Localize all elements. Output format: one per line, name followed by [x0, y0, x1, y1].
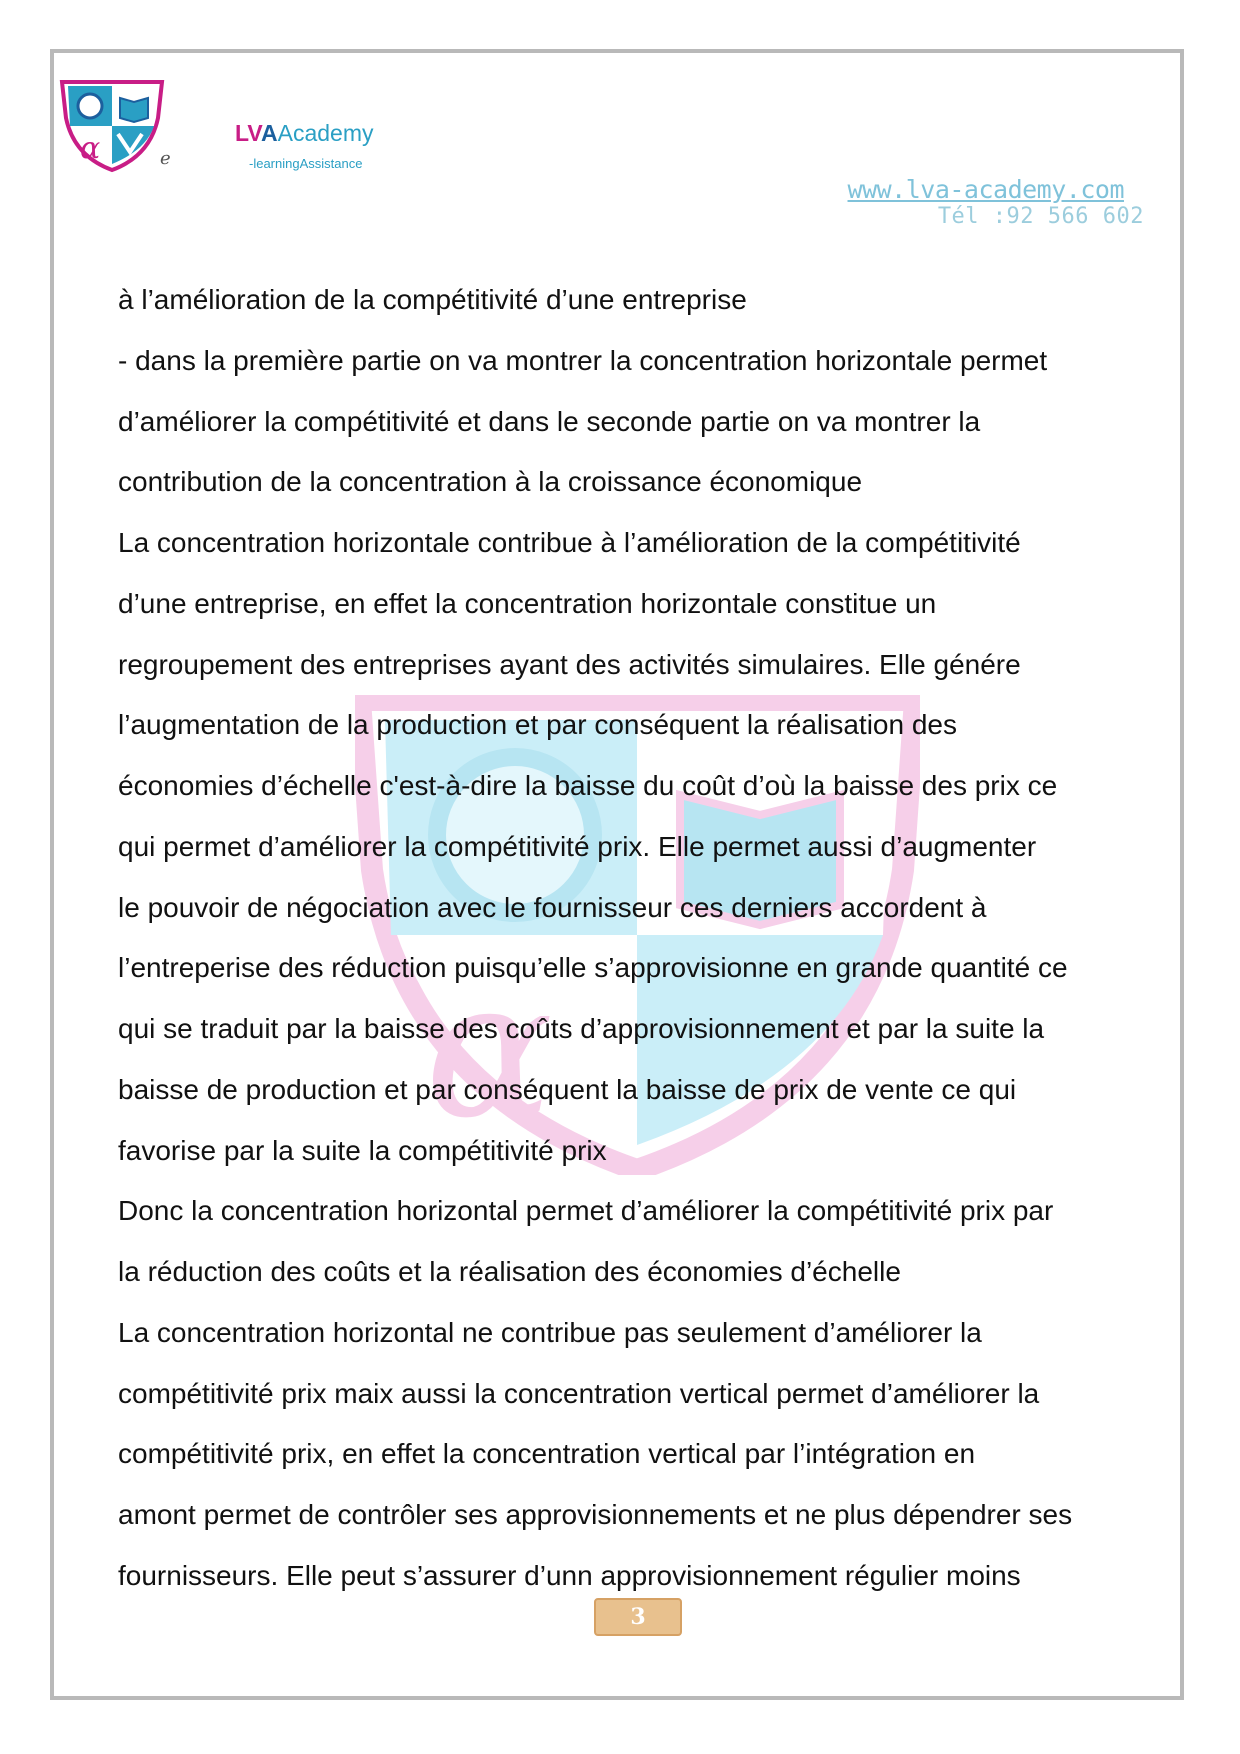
text-line: fournisseurs. Elle peut s’assurer d’unn approvisionnement régulier moins [118, 1559, 1021, 1591]
brand-part3: Academy [277, 120, 374, 146]
text-line: qui se traduit par la baisse des coûts d’approvisionnement et par la suite la [118, 1013, 1045, 1044]
text-line: d’une entreprise, en effet la concentration horizontale constitue un [118, 587, 937, 619]
lva-logo-icon [58, 78, 166, 173]
text-line: l’entreperise des réduction puisqu’elle s’approvisionne en grande quantité ce [118, 952, 1068, 984]
text-line: la réduction des coûts et la réalisation des économies d’échelle [118, 1256, 901, 1287]
text-line: contribution de la concentration à la croissance économique [118, 466, 863, 498]
text-line: qui permet d’améliorer la compétitivité prix. Elle permet aussi d’augmenter [118, 830, 1037, 862]
brand-tagline: -learningAssistance [249, 156, 363, 171]
text-line: compétitivité prix, en effet la concentration vertical par l’intégration en [118, 1438, 976, 1470]
text-line: favorise par la suite la compétitivité prix [118, 1134, 607, 1166]
svg-text:α: α [425, 939, 554, 1160]
text-line: l’augmentation de la production et par conséquent la réalisation des [118, 709, 958, 741]
text-line: à l’amélioration de la compétitivité d’une entreprise [118, 284, 747, 315]
text-line: économies d’échelle c'est-à-dire la baisse du coût d’où la baisse des prix ce [118, 770, 1058, 801]
phone-number: Tél :92 566 602 [937, 204, 1144, 229]
text-line: compétitivité prix maix aussi la concentration vertical permet d’améliorer la [118, 1377, 1040, 1409]
brand-part2: A [260, 120, 278, 146]
svg-text:α: α [80, 131, 101, 166]
text-line: regroupement des entreprises ayant des activités simulaires. Elle génére [118, 648, 1021, 680]
website-link[interactable]: www.lva-academy.com [847, 175, 1124, 204]
text-line: d’améliorer la compétitivité et dans le seconde partie on va montrer la [118, 405, 981, 437]
brand-name [235, 120, 373, 147]
text-line: le pouvoir de négociation avec le fournisseur ces derniers accordent à [118, 891, 987, 923]
logo-letter: e [160, 148, 171, 169]
brand-part1: LV [235, 120, 261, 146]
document-body [118, 282, 1178, 1619]
text-line: amont permet de contrôler ses approvisionnements et ne plus dépendrer ses [118, 1499, 1073, 1530]
text-line: Donc la concentration horizontal permet d’améliorer la compétitivité prix par [118, 1195, 1054, 1227]
text-line: La concentration horizontal ne contribue pas seulement d’améliorer la [118, 1316, 982, 1348]
text-line: La concentration horizontale contribue à l’amélioration de la compétitivité [118, 527, 1021, 558]
text-line: baisse de production et par conséquent la baisse de prix de vente ce qui [118, 1073, 1017, 1105]
text-line: - dans la première partie on va montrer la concentration horizontale permet [118, 344, 1048, 376]
page-number: 3 [594, 1598, 682, 1636]
